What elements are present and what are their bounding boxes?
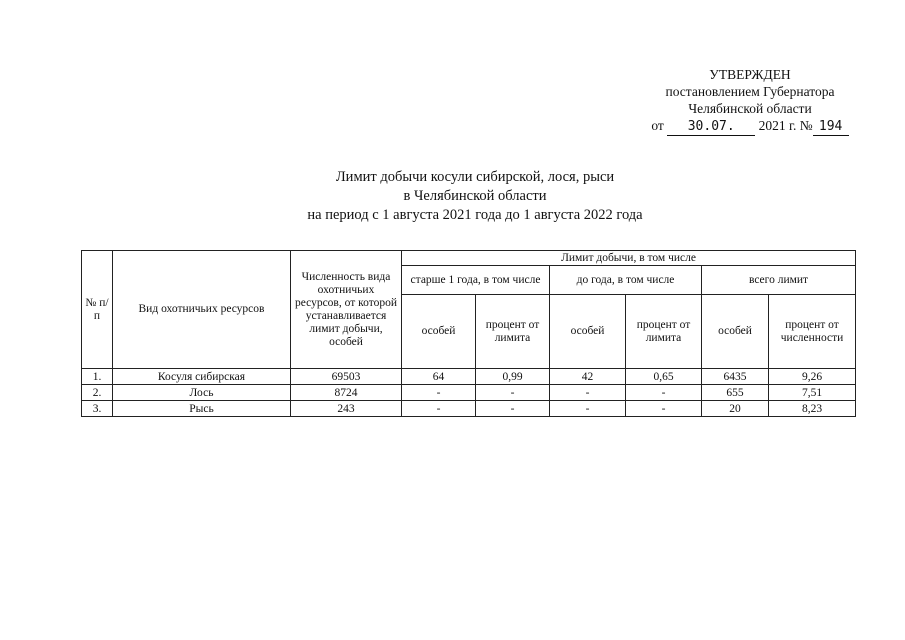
header-limit: Лимит добычи, в том числе [402,251,856,266]
table-cell: 20 [702,401,769,417]
header-total-individuals: особей [702,295,769,369]
header-number: № п/п [82,251,113,369]
table-cell: - [626,401,702,417]
header-population: Численность вида охотничьих ресурсов, от которой устанавливается лимит добычи, особей [291,251,402,369]
approval-title: УТВЕРЖДЕН [709,67,791,82]
table-cell: 0,99 [476,369,550,385]
table-cell: 8,23 [769,401,856,417]
table-cell: - [402,385,476,401]
header-older-individuals: особей [402,295,476,369]
approval-date-line [640,117,860,136]
table-cell: 3. [82,401,113,417]
approval-number: 194 [813,118,849,136]
table-cell: 42 [550,369,626,385]
table-cell: 64 [402,369,476,385]
table-cell: 8724 [291,385,402,401]
table-cell: 9,26 [769,369,856,385]
header-young-percent: процент от лимита [626,295,702,369]
table-row [82,385,856,401]
table-cell: 655 [702,385,769,401]
table-cell: Рысь [113,401,291,417]
header-young-individuals: особей [550,295,626,369]
header-under-1-year: до года, в том числе [550,266,702,295]
table-cell: 1. [82,369,113,385]
approval-line-3: Челябинской области [688,101,812,116]
table-row [82,369,856,385]
table-row [82,401,856,417]
title-line-2: в Челябинской области [403,188,547,204]
title-line-1: Лимит добычи косули сибирской, лося, рыси [335,169,615,185]
header-total-percent: процент от численности [769,295,856,369]
table-cell: 69503 [291,369,402,385]
header-older-percent: процент от лимита [476,295,550,369]
approval-year-text: 2021 г. № [758,118,813,133]
header-total-limit: всего лимит [702,266,856,295]
table-cell: - [402,401,476,417]
approval-from-label: от [651,118,664,133]
header-kind: Вид охотничьих ресурсов [113,251,291,369]
approval-line-2: постановлением Губернатора [665,84,835,99]
table-cell: 7,51 [769,385,856,401]
table-cell: Лось [113,385,291,401]
approval-date: 30.07. [667,118,755,136]
table-cell: - [476,385,550,401]
table-cell: Косуля сибирская [113,369,291,385]
header-older-1-year: старше 1 года, в том числе [402,266,550,295]
table-cell: 0,65 [626,369,702,385]
table-cell: - [476,401,550,417]
table-cell: 6435 [702,369,769,385]
table-cell: 243 [291,401,402,417]
table-cell: - [550,385,626,401]
table-cell: 2. [82,385,113,401]
document-title [240,168,710,225]
table-cell: - [550,401,626,417]
table-cell: - [626,385,702,401]
approval-stamp [640,66,860,136]
title-line-3: на период с 1 августа 2021 года до 1 августа 2022 года [307,207,643,223]
limit-table [81,250,856,417]
